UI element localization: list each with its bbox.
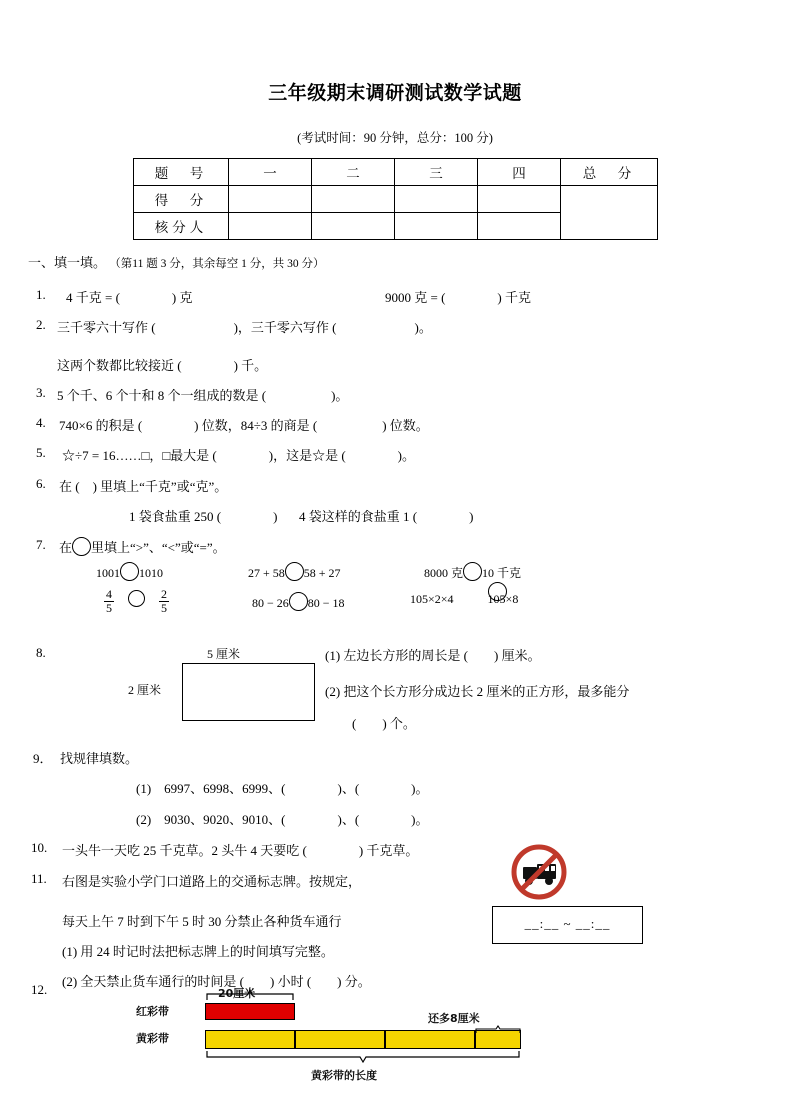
yellow-ribbon-segment-1 — [205, 1030, 295, 1049]
yellow-ribbon-segment-3 — [385, 1030, 475, 1049]
question-8-top-label: 5 厘米 — [207, 647, 241, 661]
score-cell-2-4[interactable] — [478, 213, 561, 240]
ribbon-top-brace — [205, 989, 295, 1001]
page-title: 三年级期末调研测试数学试题 — [268, 82, 522, 104]
score-cell-2-2[interactable] — [312, 213, 395, 240]
question-8-side-label: 2 厘米 — [128, 683, 162, 697]
question-11-line-2: 每天上午 7 时到下午 5 时 30 分禁止各种货车通行 — [62, 914, 342, 929]
compare-circle-4[interactable] — [128, 590, 145, 607]
compare-circle-prompt[interactable] — [72, 537, 91, 556]
question-7-row1-item3 — [424, 562, 521, 581]
question-6-line2-right: 4 袋这样的食盐重 1 ( ) — [299, 509, 474, 524]
fraction-left-denominator: 5 — [106, 600, 112, 615]
question-10-number: 10. — [31, 840, 48, 855]
no-truck-sign-icon — [509, 842, 569, 902]
q7-r2-i2-right: 80 − 18 — [307, 596, 345, 610]
q7-r1-i1-right: 1010 — [139, 566, 163, 580]
question-7-number: 7. — [36, 537, 46, 552]
question-3-number: 3. — [36, 385, 46, 400]
question-11-number: 11. — [31, 871, 47, 886]
score-table-label-0: 题 号 — [134, 159, 229, 186]
score-table-head-2: 二 — [312, 159, 395, 186]
fraction-right-denominator: 5 — [161, 600, 167, 615]
question-2-line-2: 这两个数都比较接近 ( ) 千。 — [57, 358, 268, 373]
ribbon-top-measure-label: 20厘米 — [218, 987, 256, 1000]
compare-circle-5[interactable] — [289, 592, 308, 611]
question-7-prompt — [59, 537, 226, 556]
question-12-diagram — [0, 985, 790, 1100]
compare-circle-6[interactable] — [488, 582, 507, 601]
compare-circle-3[interactable] — [463, 562, 482, 581]
compare-circle-2[interactable] — [285, 562, 304, 581]
q7-r1-i3-left: 8000 克 — [424, 566, 464, 580]
score-cell-1-3[interactable] — [395, 186, 478, 213]
fraction-left — [104, 588, 114, 614]
question-7-row1-item1 — [96, 562, 163, 581]
question-8-sub2-line1: (2) 把这个长方形分成边长 2 厘米的正方形，最多能分 — [325, 684, 630, 699]
question-4-text: 740×6 的积是 ( ) 位数，84÷3 的商是 ( ) 位数。 — [59, 418, 429, 433]
question-7-row2-item1 — [104, 588, 169, 614]
fraction-right — [159, 588, 169, 614]
score-cell-1-2[interactable] — [312, 186, 395, 213]
question-9-sub1: (1) 6997、6998、6999、( )、( )。 — [136, 781, 429, 796]
q7-r2-i2-left: 80 − 26 — [252, 596, 289, 610]
fraction-right-numerator: 2 — [161, 587, 167, 601]
score-table-label-1: 得 分 — [134, 186, 229, 213]
question-3-text: 5 个千、6 个十和 8 个一组成的数是 ( )。 — [57, 388, 349, 403]
question-1-right: 9000 克 = ( ) 千克 — [385, 290, 531, 305]
yellow-ribbon-segment-2 — [295, 1030, 385, 1049]
red-ribbon-label: 红彩带 — [136, 1005, 169, 1018]
question-9-number: 9． — [33, 751, 53, 766]
question-11-sub1: (1) 用 24 时记时法把标志牌上的时间填写完整。 — [62, 944, 334, 959]
question-11-line-1: 右图是实验小学门口道路上的交通标志牌。按规定， — [62, 874, 362, 889]
question-11-time-box-text: __:__ ~ __:__ — [524, 916, 611, 931]
q7-r2-i3-left: 105×2×4 — [410, 592, 454, 606]
section-one-note: （第11 题 3 分，其余每空 1 分，共 30 分） — [109, 258, 325, 270]
question-6-text: 在 ( ) 里填上“千克”或“克”。 — [59, 479, 228, 494]
question-10-text: 一头牛一天吃 25 千克草。2 头牛 4 天要吃 ( ) 千克草。 — [62, 843, 419, 858]
question-8-rectangle — [182, 663, 315, 721]
question-2-number: 2. — [36, 317, 46, 332]
question-11-time-box[interactable] — [492, 906, 643, 944]
score-table-label-2: 核分人 — [134, 213, 229, 240]
question-7-prompt-before: 在 — [59, 540, 73, 555]
ribbon-extra-label: 还多8厘米 — [428, 1012, 480, 1025]
question-2-line-1: 三千零六十写作 ( )，三千零六写作 ( )。 — [57, 320, 432, 335]
ribbon-bottom-brace — [205, 1050, 521, 1064]
yellow-ribbon-label: 黄彩带 — [136, 1032, 169, 1045]
score-table-head-1: 一 — [229, 159, 312, 186]
question-8-number: 8. — [36, 645, 46, 660]
q7-r1-i3-right: 10 千克 — [482, 566, 522, 580]
question-6-number: 6. — [36, 476, 46, 491]
compare-circle-1[interactable] — [120, 562, 139, 581]
red-ribbon-bar — [205, 1003, 295, 1020]
score-table-head-4: 四 — [478, 159, 561, 186]
question-4-number: 4. — [36, 415, 46, 430]
question-11-sub2: (2) 全天禁止货车通行的时间是 ( ) 小时 ( ) 分。 — [62, 974, 371, 989]
score-table-total-header: 总 分 — [561, 159, 658, 186]
question-7-row1-item2 — [248, 562, 341, 581]
score-cell-1-4[interactable] — [478, 186, 561, 213]
question-8-sub1: (1) 左边长方形的周长是 ( ) 厘米。 — [325, 648, 541, 663]
question-6-line2-left: 1 袋食盐重 250 ( ) — [129, 509, 278, 524]
table-row — [134, 186, 658, 213]
question-9-text: 找规律填数。 — [60, 751, 139, 766]
score-cell-2-3[interactable] — [395, 213, 478, 240]
score-cell-1-1[interactable] — [229, 186, 312, 213]
question-1-number: 1. — [36, 287, 46, 302]
ribbon-extra-brace — [475, 1025, 521, 1034]
q7-r2-i3-right: 105×8 — [487, 592, 519, 606]
q7-r1-i2-right: 58 + 27 — [303, 566, 341, 580]
question-5-number: 5. — [36, 445, 46, 460]
score-table — [133, 158, 658, 240]
question-7-prompt-after: 里填上“>”、“<”或“=”。 — [91, 540, 226, 555]
score-total-cell[interactable] — [561, 186, 658, 240]
question-5-text: ☆÷7 = 16……□，□最大是 ( )，这是☆是 ( )。 — [62, 448, 415, 463]
section-one-heading — [28, 252, 324, 271]
question-7-row2-item2 — [252, 592, 345, 611]
section-one-title: 一、填一填。 — [28, 255, 107, 270]
exam-subtitle: (考试时间：90 分钟，总分：100 分) — [297, 131, 493, 145]
question-7-row2-item3 — [410, 592, 518, 607]
question-8-sub2-line2: ( ) 个。 — [352, 716, 416, 731]
question-9-sub2: (2) 9030、9020、9010、( )、( )。 — [136, 812, 429, 827]
table-row — [134, 159, 658, 186]
fraction-left-numerator: 4 — [106, 587, 112, 601]
question-12-number: 12. — [31, 982, 48, 997]
question-1-left: 4 千克 = ( ) 克 — [66, 290, 193, 305]
q7-r1-i2-left: 27 + 58 — [248, 566, 285, 580]
score-cell-2-1[interactable] — [229, 213, 312, 240]
yellow-ribbon-length-label: 黄彩带的长度 — [311, 1069, 377, 1082]
score-table-head-3: 三 — [395, 159, 478, 186]
q7-r1-i1-left: 1001 — [96, 566, 120, 580]
